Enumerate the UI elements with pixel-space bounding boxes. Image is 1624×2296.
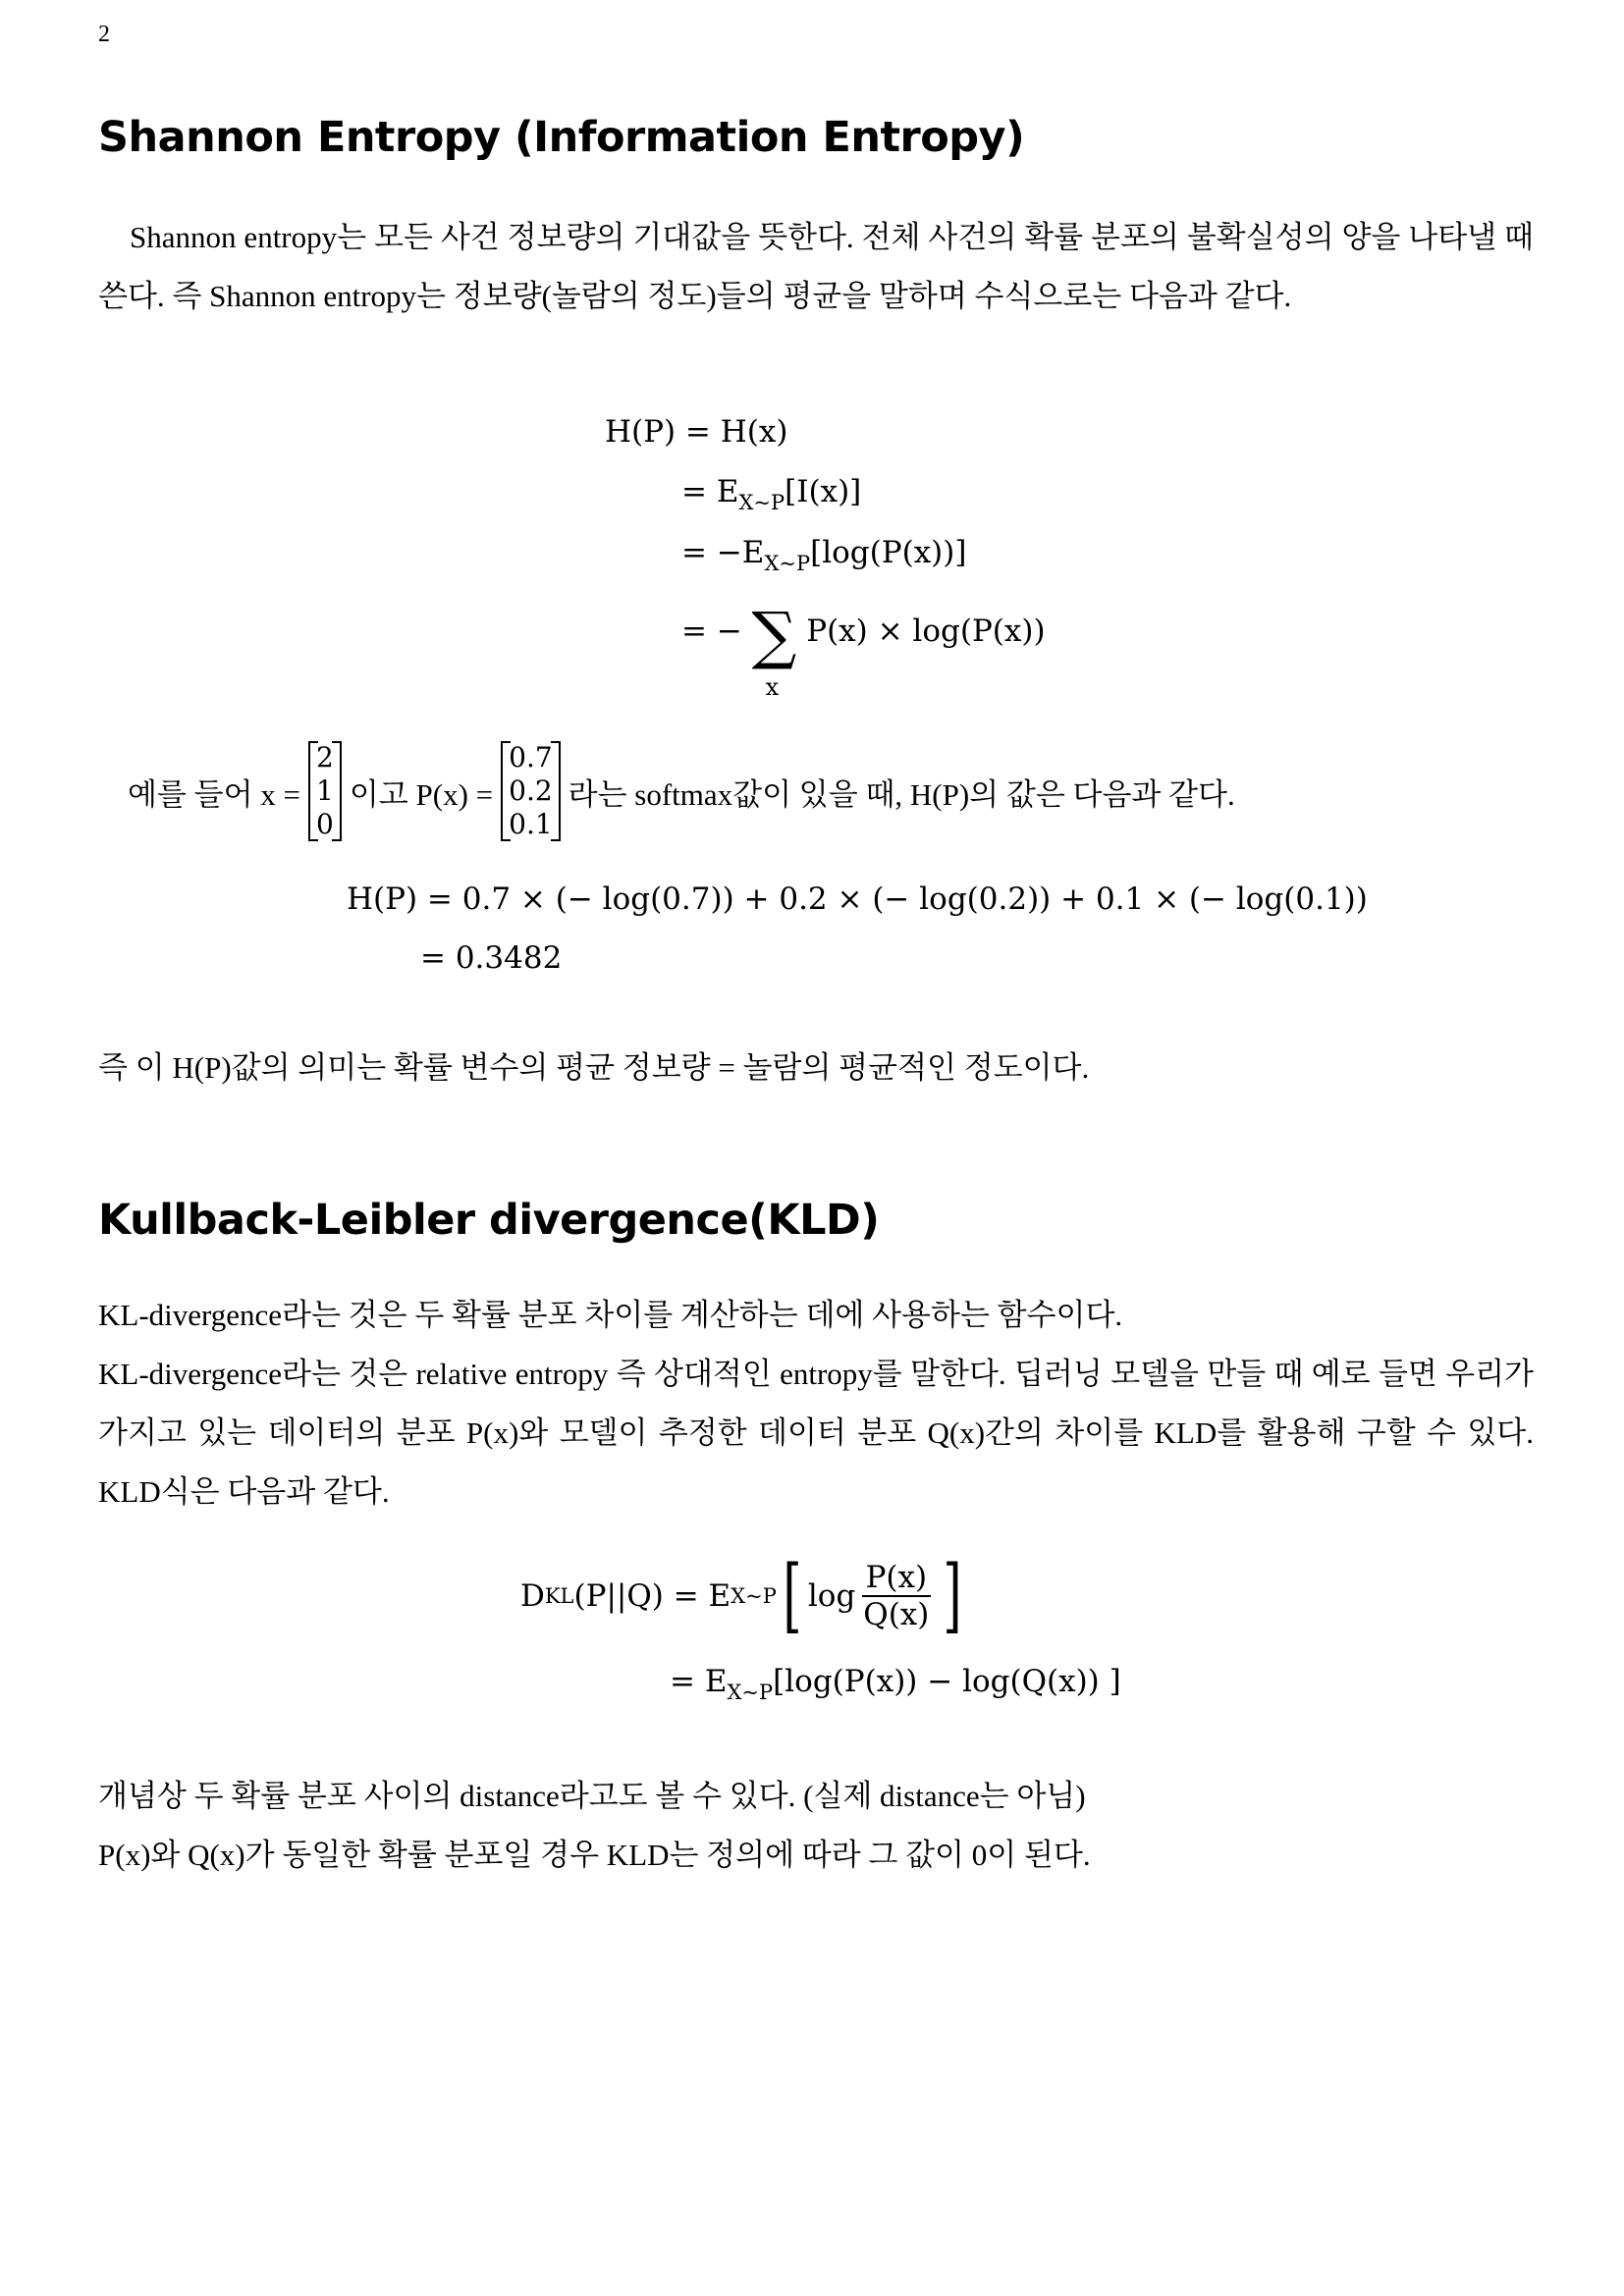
- vector-entry: 0.2: [509, 774, 553, 807]
- section-title-shannon-entropy: Shannon Entropy (Information Entropy): [98, 113, 1025, 162]
- eq-text: = E: [670, 1664, 728, 1699]
- eq-text: log: [807, 1578, 856, 1614]
- equation-line-1: H(P) = H(x): [605, 414, 788, 450]
- eq-subscript: X~P: [738, 491, 785, 514]
- softmax-example: [128, 741, 1235, 841]
- shannon-intro-paragraph: [98, 208, 1534, 326]
- kld-explanation: KL-divergence라는 것은 relative entropy 즉 상대적인 entropy를 말한다. 딥러닝 모델을 만들 때 예로 들면 우리가 가지고 있는 데이터의 분포 P(x)와 모델이 추정한 데이터 분포 Q(x)간의 차이를 KLD를 활용해 구할 수 있다. KLD식은 다음과 같다.: [98, 1357, 1534, 1509]
- kld-notes: [98, 1767, 1534, 1885]
- eq-subscript: X~P: [731, 1584, 777, 1608]
- vector-entry: 1: [316, 774, 334, 807]
- sigma-index: x: [765, 673, 780, 701]
- eq-subscript: X~P: [727, 1681, 774, 1704]
- vector-entry: 0.1: [509, 808, 553, 840]
- kld-note-zero: P(x)와 Q(x)가 동일한 확률 분포일 경우 KLD는 정의에 따라 그 값이 0이 된다.: [98, 1838, 1091, 1872]
- eq-text: (P||Q) = E: [573, 1578, 731, 1614]
- fraction: [859, 1560, 933, 1632]
- eq-text: = −: [681, 614, 742, 649]
- entropy-calculation-line-2: = 0.3482: [420, 940, 563, 976]
- page-number: 2: [98, 22, 110, 47]
- equation-line-3: [681, 535, 966, 575]
- eq-subscript: KL: [544, 1584, 574, 1608]
- entropy-calculation-line-1: H(P) = 0.7 × (− log(0.7)) + 0.2 × (− log(0.2)) + 0.1 × (− log(0.1)): [347, 881, 1368, 917]
- eq-text: P(x) × log(P(x)): [806, 614, 1046, 649]
- shannon-intro-text: Shannon entropy는 모든 사건 정보량의 기대값을 뜻한다. 전체 사건의 확률 분포의 불확실성의 양을 나타낼 때 쓴다. 즉 Shannon entropy는 정보량(놀람의 정도)들의 평균을 말하며 수식으로는 다음과 같다.: [98, 220, 1534, 313]
- eq-text: [log(P(x)) − log(Q(x)) ]: [773, 1664, 1121, 1699]
- kld-equation-line-2: [670, 1664, 1121, 1704]
- numerator: P(x): [862, 1560, 932, 1597]
- equation-line-4: [681, 600, 1046, 701]
- x-vector: [308, 741, 342, 841]
- vector-entry: 0: [316, 808, 334, 840]
- kld-equation-line-1: [520, 1549, 968, 1642]
- denominator: Q(x): [863, 1597, 930, 1632]
- right-bracket: ]: [943, 1549, 962, 1642]
- eq-text: = −E: [681, 535, 765, 570]
- example-lead: 예를 들어 x =: [128, 776, 301, 812]
- p-vector: [501, 741, 561, 841]
- eq-text: [log(P(x))]: [810, 535, 967, 570]
- eq-text: = E: [681, 474, 739, 509]
- example-tail: 라는 softmax값이 있을 때, H(P)의 값은 다음과 같다.: [568, 776, 1235, 812]
- eq-text: [I(x)]: [785, 474, 862, 509]
- kld-paragraphs: [98, 1286, 1534, 1522]
- section-title-kld: Kullback-Leibler divergence(KLD): [98, 1196, 880, 1245]
- kld-note-distance: 개념상 두 확률 분포 사이의 distance라고도 볼 수 있다. (실제 distance는 아님): [98, 1779, 1086, 1813]
- entropy-conclusion: 즉 이 H(P)값의 의미는 확률 변수의 평균 정보량 = 놀람의 평균적인 정도이다.: [98, 1050, 1090, 1085]
- summation-symbol: [751, 600, 797, 701]
- equation-line-2: [681, 474, 861, 514]
- kld-definition: KL-divergence라는 것은 두 확률 분포 차이를 계산하는 데에 사용하는 함수이다.: [98, 1298, 1123, 1332]
- vector-entry: 0.7: [509, 741, 553, 774]
- example-mid: 이고 P(x) =: [349, 776, 494, 812]
- vector-entry: 2: [316, 741, 334, 774]
- eq-subscript: X~P: [764, 552, 811, 575]
- left-bracket: [: [783, 1549, 802, 1642]
- sigma-glyph: ∑: [751, 600, 797, 672]
- eq-text: D: [520, 1578, 545, 1614]
